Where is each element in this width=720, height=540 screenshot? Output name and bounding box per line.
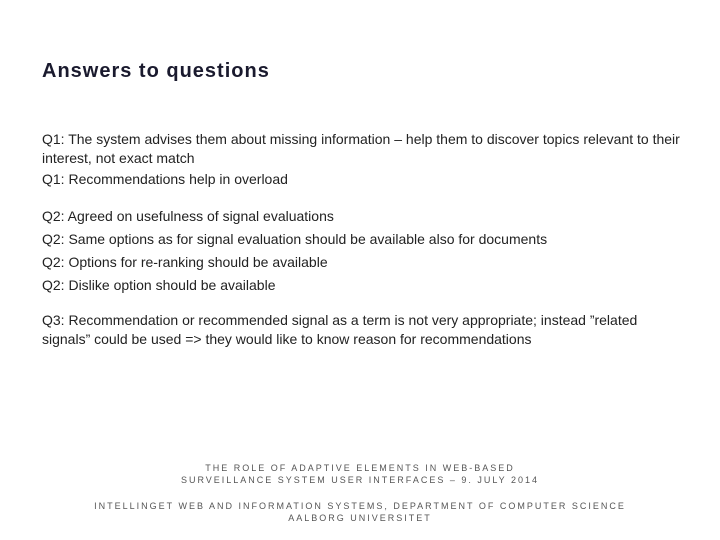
q1-answer-1: Q1: The system advises them about missing information – help them to discover topics relevant to their interest, not exact match: [42, 131, 680, 166]
presentation-footer: [0, 462, 720, 486]
footer-department: INTELLINGET WEB AND INFORMATION SYSTEMS, DEPARTMENT OF COMPUTER SCIENCE: [94, 501, 626, 511]
footer-title-line-2: SURVEILLANCE SYSTEM USER INTERFACES – 9. JULY 2014: [180, 475, 540, 485]
footer-title-line-1: THE ROLE OF ADAPTIVE ELEMENTS IN WEB-BASED: [205, 463, 515, 473]
slide-title: Answers to questions: [42, 60, 270, 82]
q2-group: [42, 205, 682, 297]
q3-answer-1: Q3: Recommendation or recommended signal as a term is not very appropriate; instead ”related signals” could be used => they would like to know reason for recommendations: [42, 312, 638, 347]
institution-footer: [0, 500, 720, 524]
footer-university: AALBORG UNIVERSITET: [288, 513, 432, 523]
q2-answer-4: Q2: Dislike option should be available: [42, 277, 276, 293]
q1-group: [42, 130, 682, 191]
slide-body: [42, 130, 682, 363]
q1-answer-2: Q1: Recommendations help in overload: [42, 171, 288, 187]
q2-answer-1: Q2: Agreed on usefulness of signal evaluations: [42, 208, 334, 224]
q2-answer-2: Q2: Same options as for signal evaluation should be available also for documents: [42, 231, 548, 247]
q3-group: [42, 311, 682, 349]
q2-answer-3: Q2: Options for re-ranking should be available: [42, 254, 328, 270]
